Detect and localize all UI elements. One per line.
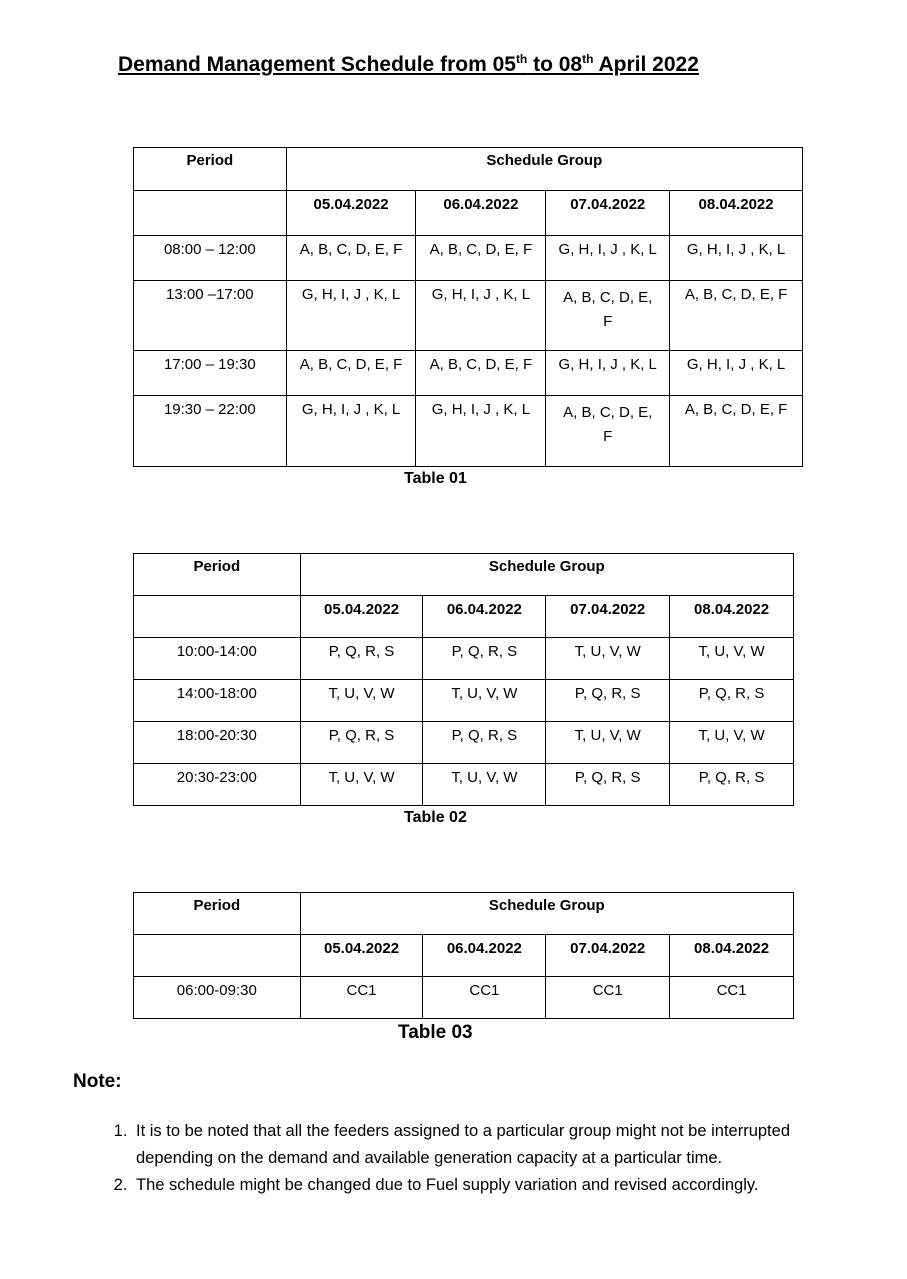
- period-cell: 08:00 – 12:00: [134, 236, 287, 281]
- date-header: 08.04.2022: [670, 596, 794, 638]
- group-cell: T, U, V, W: [670, 638, 794, 680]
- note-list: [100, 1118, 852, 1199]
- date-header: 08.04.2022: [670, 935, 794, 977]
- schedule-group-header: Schedule Group: [300, 554, 793, 596]
- group-cell: G, H, I, J , K, L: [416, 396, 546, 467]
- table-row: [134, 638, 794, 680]
- group-cell: P, Q, R, S: [423, 638, 546, 680]
- schedule-group-header: Schedule Group: [300, 893, 793, 935]
- table-caption: Table 02: [404, 809, 467, 826]
- note-heading: Note:: [73, 1071, 122, 1092]
- group-cell: P, Q, R, S: [300, 722, 423, 764]
- note-item: 2. The schedule might be changed due to Fuel supply variation and revised accordingly.: [132, 1172, 852, 1199]
- table-row: [134, 764, 794, 806]
- group-cell: G, H, I, J , K, L: [670, 351, 803, 396]
- group-cell: T, U, V, W: [670, 722, 794, 764]
- table-caption: Table 03: [398, 1022, 473, 1043]
- date-header: 05.04.2022: [300, 596, 423, 638]
- empty-cell: [134, 596, 301, 638]
- group-cell: A, B, C, D, E, F: [546, 281, 670, 351]
- period-header: Period: [134, 554, 301, 596]
- group-cell: A, B, C, D, E, F: [670, 396, 803, 467]
- group-cell: P, Q, R, S: [546, 680, 670, 722]
- date-header: 05.04.2022: [286, 191, 416, 236]
- group-cell: CC1: [546, 977, 670, 1019]
- group-cell: P, Q, R, S: [546, 764, 670, 806]
- date-header: 05.04.2022: [300, 935, 423, 977]
- period-cell: 19:30 – 22:00: [134, 396, 287, 467]
- date-header: 07.04.2022: [546, 596, 670, 638]
- group-cell: P, Q, R, S: [670, 764, 794, 806]
- group-cell: T, U, V, W: [423, 764, 546, 806]
- table-row: [134, 396, 803, 467]
- group-cell: A, B, C, D, E, F: [416, 351, 546, 396]
- schedule-table-02: [133, 553, 794, 806]
- group-cell: P, Q, R, S: [423, 722, 546, 764]
- date-header: 06.04.2022: [416, 191, 546, 236]
- group-cell: G, H, I, J , K, L: [546, 351, 670, 396]
- period-header: Period: [134, 148, 287, 191]
- table-row: [134, 351, 803, 396]
- table-caption: Table 01: [404, 470, 467, 487]
- table-row: [134, 722, 794, 764]
- table-row: [134, 236, 803, 281]
- group-cell: T, U, V, W: [423, 680, 546, 722]
- schedule-group-header: Schedule Group: [286, 148, 802, 191]
- group-cell: G, H, I, J , K, L: [546, 236, 670, 281]
- period-cell: 13:00 –17:00: [134, 281, 287, 351]
- period-cell: 17:00 – 19:30: [134, 351, 287, 396]
- group-cell: A, B, C, D, E, F: [670, 281, 803, 351]
- date-header: 06.04.2022: [423, 596, 546, 638]
- period-cell: 10:00-14:00: [134, 638, 301, 680]
- period-cell: 14:00-18:00: [134, 680, 301, 722]
- group-cell: G, H, I, J , K, L: [286, 281, 416, 351]
- period-cell: 06:00-09:30: [134, 977, 301, 1019]
- table-row: [134, 977, 794, 1019]
- group-cell: P, Q, R, S: [300, 638, 423, 680]
- group-cell: A, B, C, D, E, F: [286, 351, 416, 396]
- schedule-table-01: [133, 147, 803, 467]
- table-row: [134, 281, 803, 351]
- empty-cell: [134, 191, 287, 236]
- empty-cell: [134, 935, 301, 977]
- group-cell: A, B, C, D, E, F: [416, 236, 546, 281]
- note-item: 1. It is to be noted that all the feeders assigned to a particular group might not be interrupted depending on the demand and available generation capacity at a particular time.: [132, 1118, 852, 1172]
- group-cell: CC1: [670, 977, 794, 1019]
- group-cell: T, U, V, W: [546, 638, 670, 680]
- period-cell: 20:30-23:00: [134, 764, 301, 806]
- group-cell: T, U, V, W: [300, 680, 423, 722]
- group-cell: CC1: [300, 977, 423, 1019]
- group-cell: A, B, C, D, E, F: [546, 396, 670, 467]
- group-cell: A, B, C, D, E, F: [286, 236, 416, 281]
- group-cell: G, H, I, J , K, L: [670, 236, 803, 281]
- page-title: Demand Management Schedule from 05th to 08th April 2022: [118, 52, 699, 76]
- group-cell: P, Q, R, S: [670, 680, 794, 722]
- period-cell: 18:00-20:30: [134, 722, 301, 764]
- date-header: 07.04.2022: [546, 935, 670, 977]
- date-header: 06.04.2022: [423, 935, 546, 977]
- group-cell: G, H, I, J , K, L: [416, 281, 546, 351]
- group-cell: G, H, I, J , K, L: [286, 396, 416, 467]
- group-cell: T, U, V, W: [546, 722, 670, 764]
- table-row: [134, 680, 794, 722]
- period-header: Period: [134, 893, 301, 935]
- group-cell: CC1: [423, 977, 546, 1019]
- group-cell: T, U, V, W: [300, 764, 423, 806]
- date-header: 07.04.2022: [546, 191, 670, 236]
- schedule-table-03: [133, 892, 794, 1019]
- date-header: 08.04.2022: [670, 191, 803, 236]
